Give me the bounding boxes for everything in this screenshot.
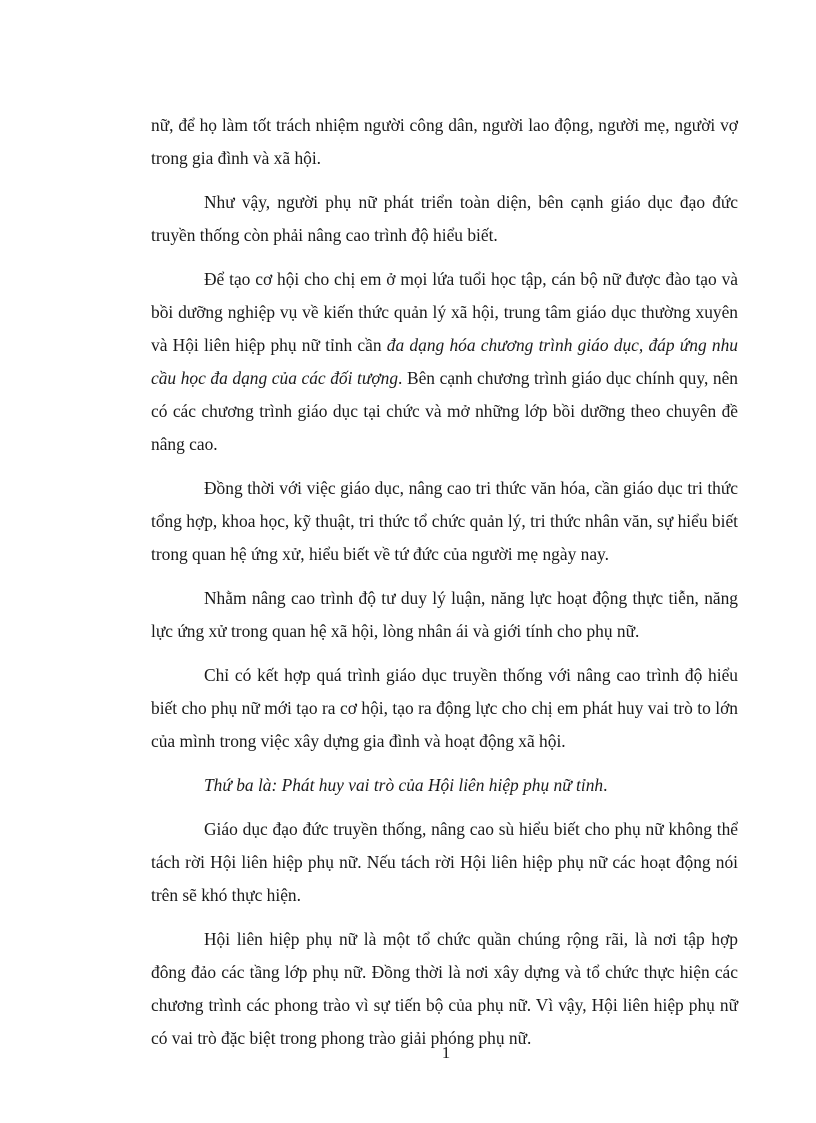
paragraph-1-text: nữ, để họ làm tốt trách nhiệm người công dân, người lao động, người mẹ, người vợ trong gia đình và xã hội. — [151, 115, 738, 168]
paragraph-5 — [151, 582, 738, 648]
paragraph-9-text: Hội liên hiệp phụ nữ là một tổ chức quần chúng rộng rãi, là nơi tập hợp đông đảo các tầng lớp phụ nữ. Đồng thời là nơi xây dựng và tổ chức thực hiện các chương trình các phong trào vì sự tiến bộ của phụ nữ. Vì vậy, Hội liên hiệp phụ nữ có vai trò đặc biệt trong phong trào giải phóng phụ nữ. — [151, 929, 738, 1048]
paragraph-6 — [151, 659, 738, 758]
paragraph-2-text: Như vậy, người phụ nữ phát triển toàn diện, bên cạnh giáo dục đạo đức truyền thống còn phải nâng cao trình độ hiểu biết. — [151, 192, 738, 245]
paragraph-2 — [151, 186, 738, 252]
paragraph-1 — [151, 109, 738, 175]
paragraph-9 — [151, 923, 738, 1055]
paragraph-3-text-italic: đa dạng hóa chương trình giáo dục, đáp ứng nhu cầu học đa dạng của các đối tượng — [151, 335, 738, 388]
paragraph-4 — [151, 472, 738, 571]
paragraph-7-text-after: . — [603, 775, 608, 795]
page-number: 1 — [441, 1043, 451, 1062]
paragraph-7-text-italic: Thứ ba là: Phát huy vai trò của Hội liên hiệp phụ nữ tỉnh — [204, 775, 604, 795]
paragraph-4-text: Đồng thời với việc giáo dục, nâng cao tri thức văn hóa, cần giáo dục tri thức tổng hợp, khoa học, kỹ thuật, tri thức tổ chức quản lý, tri thức nhân văn, sự hiểu biết trong quan hệ ứng xử, hiểu biết về tứ đức của người mẹ ngày nay. — [151, 478, 738, 564]
paragraph-3 — [151, 263, 738, 461]
paragraph-3-text-before: Để tạo cơ hội cho chị em ở mọi lứa tuổi học tập, cán bộ nữ được đào tạo và bồi dưỡng nghiệp vụ về kiến thức quản lý xã hội, trung tâm giáo dục thường xuyên và Hội liên hiệp phụ nữ tỉnh cần — [151, 269, 738, 355]
paragraph-5-text: Nhằm nâng cao trình độ tư duy lý luận, năng lực hoạt động thực tiễn, năng lực ứng xử trong quan hệ xã hội, lòng nhân ái và giới tính cho phụ nữ. — [151, 588, 738, 641]
paragraph-8-text: Giáo dục đạo đức truyền thống, nâng cao sù hiểu biết cho phụ nữ không thể tách rời Hội liên hiệp phụ nữ. Nếu tách rời Hội liên hiệp phụ nữ các hoạt động nói trên sẽ khó thực hiện. — [151, 819, 738, 905]
paragraph-8 — [151, 813, 738, 912]
paragraph-3-text-after: . Bên cạnh chương trình giáo dục chính quy, nên có các chương trình giáo dục tại chức và mở những lớp bồi dưỡng theo chuyên đề nâng cao. — [151, 368, 738, 454]
paragraph-6-text: Chỉ có kết hợp quá trình giáo dục truyền thống với nâng cao trình độ hiểu biết cho phụ nữ mới tạo ra cơ hội, tạo ra động lực cho chị em phát huy vai trò to lớn của mình trong việc xây dựng gia đình và hoạt động xã hội. — [151, 665, 738, 751]
document-page — [151, 109, 738, 1066]
paragraph-7-heading — [151, 769, 738, 802]
